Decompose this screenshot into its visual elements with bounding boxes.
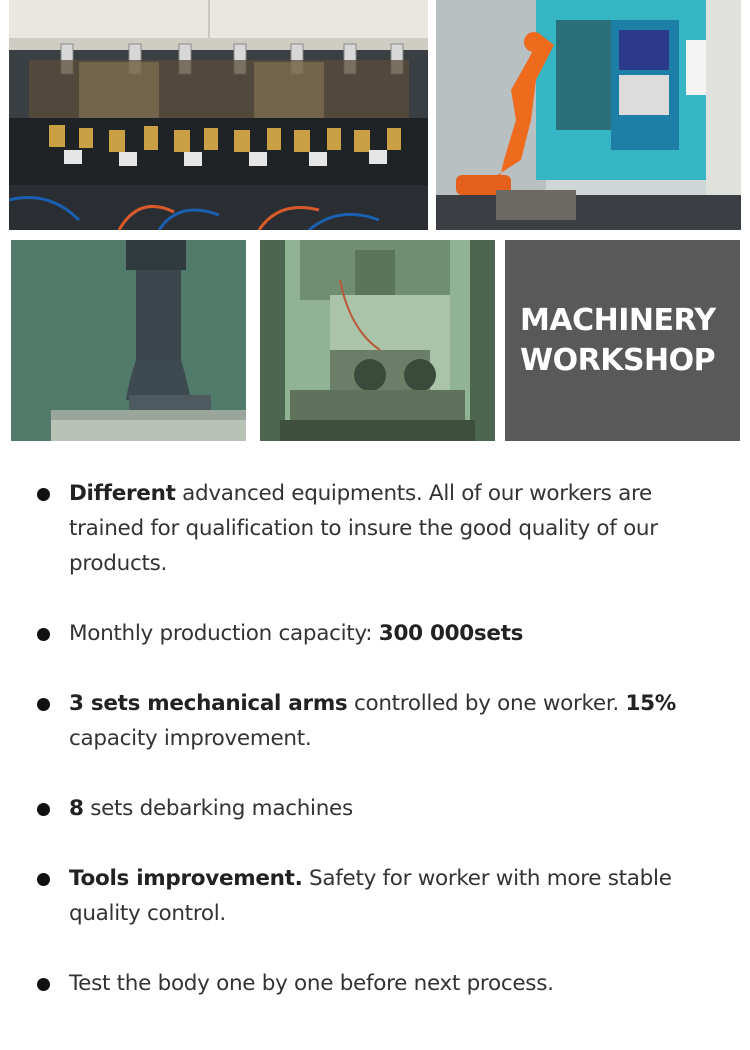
feature-bold: 3 sets mechanical arms	[69, 691, 348, 716]
section-title-box	[505, 240, 740, 441]
bullet-icon	[37, 978, 50, 991]
feature-body: Test the body one by one before next process.	[69, 971, 554, 996]
feature-bold: Different	[69, 481, 176, 506]
feature-text	[69, 686, 729, 756]
feature-body-2: capacity improvement.	[69, 726, 312, 751]
bullet-icon	[37, 873, 50, 886]
multi-spindle-drilling-machine-photo	[9, 0, 428, 230]
feature-body: Monthly production capacity:	[69, 621, 379, 646]
feature-text	[69, 791, 729, 826]
feature-text	[69, 966, 729, 1001]
section-title-line1: MACHINERY	[520, 302, 716, 338]
feature-bold-2: 15%	[625, 691, 677, 716]
feature-bold: 300 000sets	[378, 621, 524, 646]
feature-bold: Tools improvement.	[69, 866, 303, 891]
bullet-icon	[37, 628, 50, 641]
feature-body: controlled by one worker.	[347, 691, 626, 716]
feature-text	[69, 616, 729, 651]
feature-body: sets debarking machines	[83, 796, 353, 821]
bullet-icon	[37, 488, 50, 501]
feature-body: Safety for worker with more stable quality control.	[69, 866, 672, 926]
feature-bold: 8	[69, 796, 84, 821]
feature-text	[69, 861, 729, 931]
milling-spindle-photo	[11, 240, 246, 441]
cnc-fixture-photo	[260, 240, 495, 441]
bullet-icon	[37, 803, 50, 816]
feature-body: advanced equipments. All of our workers are trained for qualification to insure the good quality of our products.	[69, 481, 658, 576]
bullet-icon	[37, 698, 50, 711]
section-title-line2: WORKSHOP	[520, 342, 716, 378]
robotic-arm-cnc-machine-photo	[436, 0, 741, 230]
feature-text	[69, 476, 729, 581]
